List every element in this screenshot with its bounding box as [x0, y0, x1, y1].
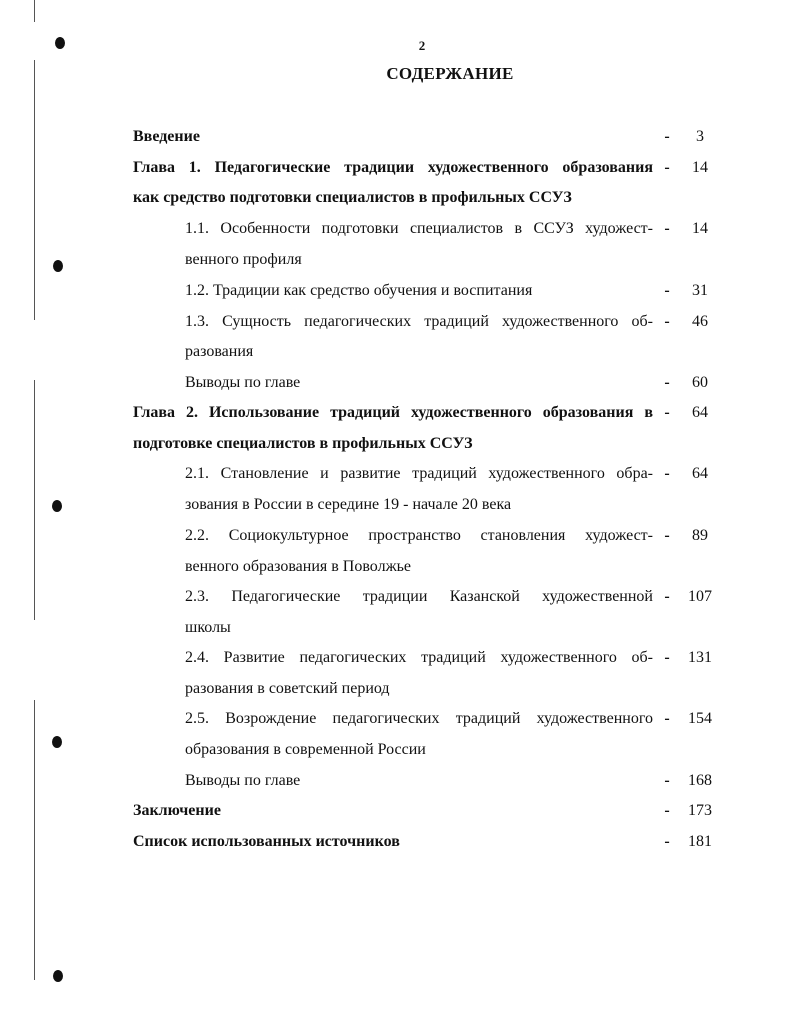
toc-dash: - [664, 404, 670, 421]
toc-label-cont: венного профиля [185, 251, 302, 268]
toc-label: Глава 1. Педагогические традиции художественного образования [133, 159, 653, 176]
toc-dash: - [664, 802, 670, 819]
toc-label: 2.3. Педагогические традиции Казанской художественной [185, 588, 653, 605]
punch-hole-dot [53, 970, 63, 982]
toc-label: 2.4. Развитие педагогических традиций художественного об- [185, 649, 653, 666]
toc-label: 1.1. Особенности подготовки специалистов в ССУЗ художест- [185, 220, 653, 237]
toc-label-cont: венного образования в Поволжье [185, 558, 412, 575]
toc-dash: - [664, 465, 670, 482]
toc-dash: - [664, 313, 670, 330]
page-number: 2 [418, 38, 426, 53]
toc-dash: - [664, 282, 670, 299]
toc-page: 14 [692, 159, 708, 176]
scan-edge-line [34, 700, 35, 980]
toc-label: Выводы по главе [185, 374, 301, 391]
toc-page: 131 [688, 649, 712, 666]
toc-label: Выводы по главе [185, 772, 301, 789]
toc-page: 89 [692, 527, 708, 544]
toc-page: 46 [692, 313, 708, 330]
toc-page: 60 [692, 374, 708, 391]
toc-page: 31 [692, 282, 708, 299]
scan-edge-line [34, 380, 35, 620]
toc-label: 1.3. Сущность педагогических традиций художественного об- [185, 313, 653, 330]
toc-dash: - [664, 159, 670, 176]
toc-page: 3 [696, 128, 704, 145]
page-title: СОДЕРЖАНИЕ [386, 64, 514, 83]
toc-label-cont: школы [185, 619, 231, 636]
toc-label-cont: разования [185, 343, 254, 360]
toc-label: 1.2. Традиции как средство обучения и воспитания [185, 282, 533, 299]
toc-label: 2.1. Становление и развитие традиций художественного обра- [185, 465, 653, 482]
toc-label-cont: подготовке специалистов в профильных ССУЗ [133, 435, 473, 452]
toc-page: 154 [688, 710, 712, 727]
toc-label: Глава 2. Использование традиций художественного образования в [133, 404, 653, 421]
punch-hole-dot [53, 260, 63, 272]
toc-dash: - [664, 128, 670, 145]
toc-label-cont: как средство подготовки специалистов в профильных ССУЗ [133, 189, 572, 206]
toc-dash: - [664, 374, 670, 391]
toc-label-cont: образования в современной России [185, 741, 426, 758]
toc-label: 2.5. Возрождение педагогических традиций художественного [185, 710, 653, 727]
toc-label: 2.2. Социокультурное пространство становления художест- [185, 527, 653, 544]
punch-hole-dot [52, 500, 62, 512]
toc-dash: - [664, 527, 670, 544]
toc-dash: - [664, 772, 670, 789]
toc-page: 64 [692, 404, 708, 421]
toc-dash: - [664, 833, 670, 850]
toc-label-cont: зования в России в середине 19 - начале 20 века [185, 496, 512, 513]
toc-page: 168 [688, 772, 712, 789]
toc-page: 14 [692, 220, 708, 237]
toc-label-cont: разования в советский период [185, 680, 390, 697]
punch-hole-dot [52, 736, 62, 748]
toc-dash: - [664, 649, 670, 666]
toc-page: 181 [688, 833, 712, 850]
toc-page: 64 [692, 465, 708, 482]
toc-page: 173 [688, 802, 712, 819]
toc-page: 107 [688, 588, 712, 605]
toc-dash: - [664, 220, 670, 237]
scan-edge-line [34, 0, 35, 22]
toc-dash: - [664, 710, 670, 727]
toc-label: Список использованных источников [133, 833, 400, 850]
toc-label: Введение [133, 128, 200, 145]
toc-label: Заключение [133, 802, 221, 819]
scan-edge-line [34, 60, 35, 320]
toc-dash: - [664, 588, 670, 605]
